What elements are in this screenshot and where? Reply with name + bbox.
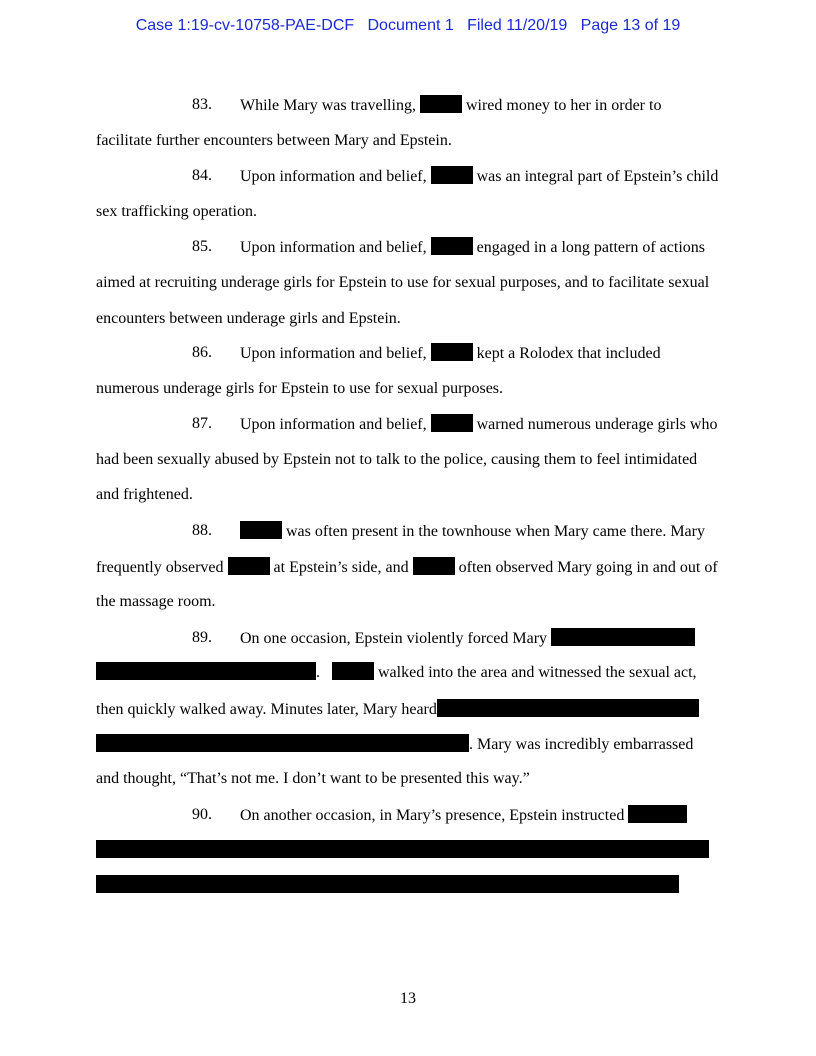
text-line: facilitate further encounters between Mary and Epstein. xyxy=(96,132,452,149)
text-segment: Upon information and belief, xyxy=(240,345,427,362)
redaction-box xyxy=(228,557,270,575)
paragraph-number: 85. xyxy=(192,238,212,255)
text-segment: Upon information and belief, xyxy=(240,168,427,185)
text-segment: Upon information and belief, xyxy=(240,239,427,256)
redaction-box xyxy=(551,628,695,646)
paragraph-number: 83. xyxy=(192,96,212,113)
paragraph-number: 88. xyxy=(192,522,212,539)
text-segment: at Epstein’s side, and xyxy=(273,559,409,576)
redaction-box xyxy=(413,557,455,575)
text-segment: then quickly walked away. Minutes later, Mary heard xyxy=(96,701,437,718)
paragraph-number: 84. xyxy=(192,167,212,184)
redaction-box xyxy=(431,166,473,184)
paragraph-number: 87. xyxy=(192,415,212,432)
redaction-box xyxy=(431,414,473,432)
paragraph-number: 86. xyxy=(192,344,212,361)
case-header: Case 1:19-cv-10758-PAE-DCF Document 1 Filed 11/20/19 Page 13 of 19 xyxy=(135,17,681,34)
page-number: 13 xyxy=(400,990,416,1007)
text-segment: wired money to her in order to xyxy=(465,97,662,114)
text-segment: Upon information and belief, xyxy=(240,416,427,433)
text-segment: warned numerous underage girls who xyxy=(476,416,718,433)
text-segment: walked into the area and witnessed the sexual act, xyxy=(378,664,697,681)
redaction-box xyxy=(420,95,462,113)
text-line: had been sexually abused by Epstein not to talk to the police, causing them to feel intimidated xyxy=(96,451,698,468)
paragraph-number: 89. xyxy=(192,629,212,646)
text-segment: While Mary was travelling, xyxy=(240,97,416,114)
text-segment: engaged in a long pattern of actions xyxy=(476,239,705,256)
text-segment: On another occasion, in Mary’s presence, Epstein instructed xyxy=(240,807,625,824)
redaction-box xyxy=(96,840,709,858)
redaction-box xyxy=(437,699,699,717)
text-segment: was often present in the townhouse when Mary came there. Mary xyxy=(286,523,705,540)
text-segment: often observed Mary going in and out of xyxy=(458,559,718,576)
text-segment: On one occasion, Epstein violently forced Mary xyxy=(240,630,548,647)
paragraph-number: 90. xyxy=(192,806,212,823)
redaction-box xyxy=(431,237,473,255)
text-segment: . Mary was incredibly embarrassed xyxy=(469,736,694,753)
redaction-box xyxy=(96,662,316,680)
text-segment: frequently observed xyxy=(96,559,224,576)
text-segment: was an integral part of Epstein’s child xyxy=(476,168,719,185)
text-line: aimed at recruiting underage girls for Epstein to use for sexual purposes, and to facilitate sexual xyxy=(96,274,710,291)
text-line: and frightened. xyxy=(96,486,193,503)
redaction-box xyxy=(628,805,687,823)
redaction-box xyxy=(96,734,469,752)
text-line: and thought, “That’s not me. I don’t want to be presented this way.” xyxy=(96,770,530,787)
redaction-box xyxy=(240,521,282,539)
text-line: the massage room. xyxy=(96,593,216,610)
redaction-box xyxy=(332,662,374,680)
text-segment: kept a Rolodex that included xyxy=(476,345,661,362)
text-line: numerous underage girls for Epstein to use for sexual purposes. xyxy=(96,380,504,397)
text-line: encounters between underage girls and Epstein. xyxy=(96,310,401,327)
redaction-box xyxy=(96,875,679,893)
text-segment: . xyxy=(316,664,320,681)
redaction-box xyxy=(431,343,473,361)
text-line: sex trafficking operation. xyxy=(96,203,257,220)
